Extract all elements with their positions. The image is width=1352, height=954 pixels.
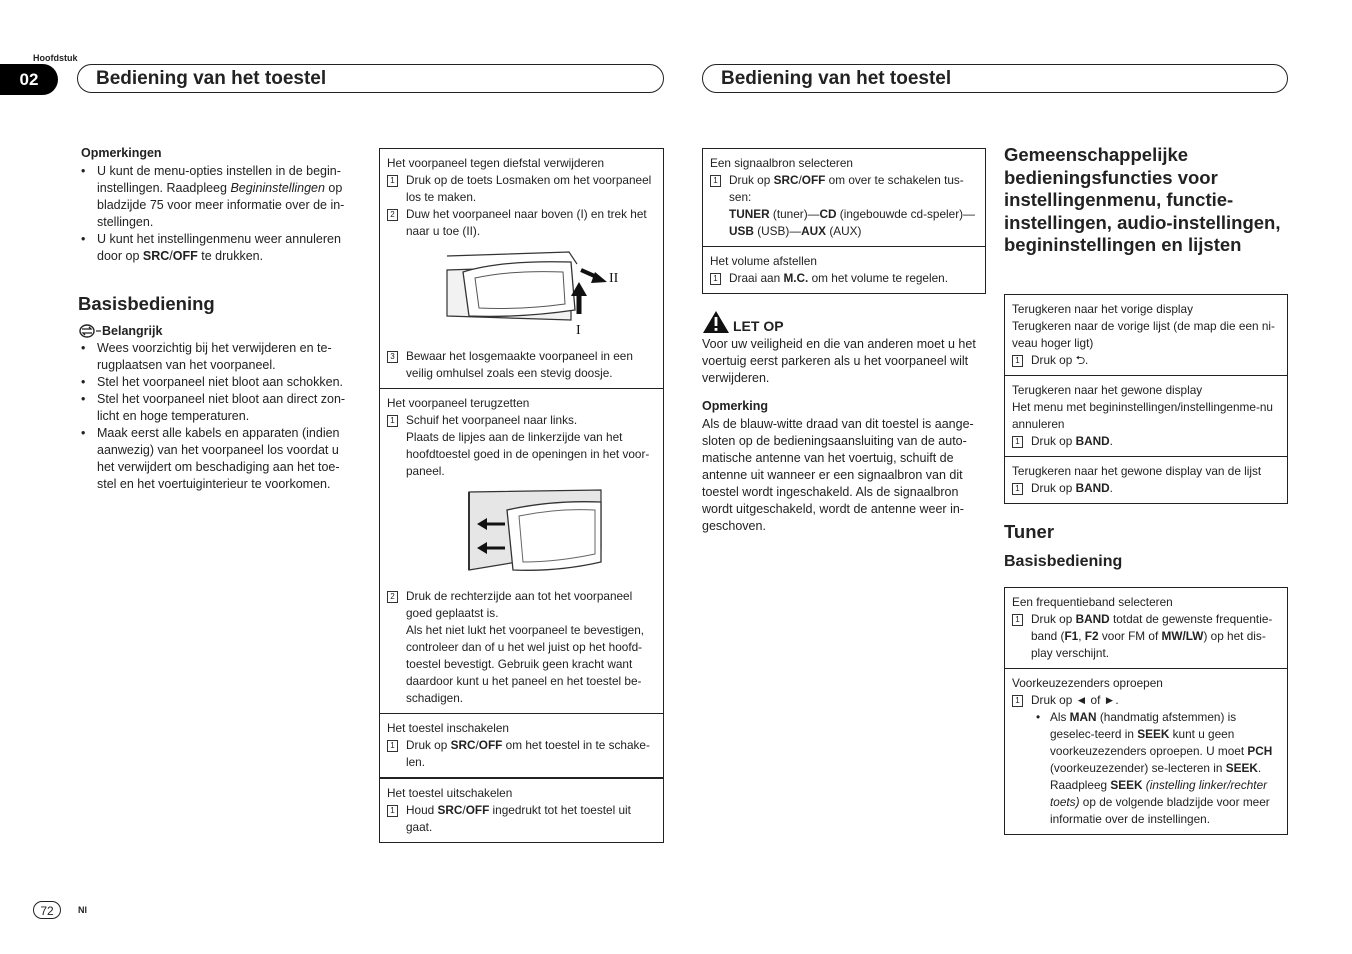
step: 1 Druk op ⮌. [1012,352,1281,369]
step: 1 Druk op ◄ of ►. [1012,692,1281,709]
important-list [78,340,358,493]
note-item: • U kunt de menu-opties instellen in de begin-instellingen. Raadpleeg Begininstellingen op bladzijde 75 voor meer informatie over de in-stellingen. [78,163,358,231]
back-icon: ⮌ [1075,353,1086,367]
section-title: Terugkeren naar het vorige display [1012,302,1193,316]
note-heading: Opmerking [702,399,768,413]
replace-panel-section [380,388,663,713]
step-detail: Plaats de lipjes aan de linkerzijde van het hoofdtoestel goed in de openingen in het voor-paneel. [406,430,650,478]
important-item: • Stel het voorpaneel niet bloot aan direct zon-licht en hoge temperaturen. [78,391,358,425]
section-title: Terugkeren naar het gewone display van de lijst [1012,464,1262,478]
volume-section [703,246,985,293]
warning-icon [702,310,730,334]
step: 1 Houd SRC/OFF ingedrukt tot het toestel uit gaat. [387,802,657,836]
chapter-label: Hoofdstuk [33,53,78,63]
section-title: Het voorpaneel tegen diefstal verwijderen [387,156,605,170]
step: 1 Druk op de toets Losmaken om het voorpaneel los te maken. [387,172,657,206]
column-1 [78,146,358,493]
remove-panel-section [380,149,663,388]
note-item: • U kunt het instellingenmenu weer annuleren door op SRC/OFF te drukken. [78,231,358,265]
return-previous-section [1005,295,1287,375]
common-operations-heading: Gemeenschappelijke bedieningsfuncties voor instellingenmenu, functie-instellingen, audio-instellingen, begininstellingen en lijsten [1004,144,1281,255]
step: 3 Bewaar het losgemaakte voorpaneel in een veilig omhulsel zoals een stevig doosje. [387,348,657,382]
section-title: Het volume afstellen [710,254,817,268]
language-code: Nl [78,905,87,915]
section-title: Voorkeuzezenders oproepen [1012,676,1163,690]
section-title: Terugkeren naar het gewone display [1012,383,1203,397]
select-band-section [1005,588,1287,668]
step: 1 Druk op BAND. [1012,480,1281,497]
step: 2 Duw het voorpaneel naar boven (I) en trek het naar u toe (II). [387,206,657,240]
section-title: Een frequentieband selecteren [1012,595,1173,609]
remove-panel-illustration [441,248,631,340]
section-title: Het toestel uitschakelen [387,786,513,800]
right-page-title: Bediening van het toestel [702,64,1288,93]
source-list: TUNER (tuner)—CD (ingebouwde cd-speler)— USB (USB)—AUX (AUX) [729,207,975,238]
basic-operation-heading: Basisbediening [78,293,215,314]
step: 1 Draai aan M.C. om het volume te regelen. [710,270,979,287]
step: 1 Druk op BAND. [1012,433,1281,450]
caution-block [702,310,986,535]
figure-label-II: II [609,271,619,286]
procedure-box-tuner [1004,587,1288,835]
important-icon [78,324,102,338]
turn-on-section [380,713,663,777]
step: 1 Druk op SRC/OFF om het toestel in te schake-len. [387,737,657,771]
section-subtitle: Terugkeren naar de vorige lijst (de map die een ni-veau hoger ligt) [1012,319,1275,350]
turn-off-section [380,777,663,842]
step: 1 Druk op SRC/OFF om over te schakelen tus-sen: [710,172,979,206]
section-subtitle: Het menu met begininstellingen/instellingenme-nu annuleren [1012,400,1273,431]
tuner-basic-heading: Basisbediening [1004,553,1123,570]
important-item: • Maak eerst alle kabels en apparaten (indien aanwezig) van het voorpaneel los voordat u het verwijdert om beschadiging aan het toe-stel en het voertuiginterieur te voorkomen. [78,425,358,493]
caution-heading: LET OP [702,310,986,334]
procedure-box-panel [379,148,664,843]
procedure-box-return [1004,294,1288,504]
step-detail: Als het niet lukt het voorpaneel te bevestigen, controleer dan of u het wel juist op het hoofd-toestel bevestigt. Gebruik geen kracht want daardoor kunt u het paneel en het toestel be-schadigen. [406,623,645,705]
page-number: 72 [33,901,61,919]
note-text: Als de blauw-witte draad van dit toestel is aange-sloten op de bedieningsaansluiting van de auto-matische antenne van het voertuig, schuift de antenne uit wanneer er een signaalbron van dit toestel wordt ingeschakeld. Als de signaalbron wordt uitgeschakeld, wordt de antenne weer in-geschoven. [702,417,974,533]
important-item: • Stel het voorpaneel niet bloot aan schokken. [78,374,358,391]
return-normal-section [1005,375,1287,456]
important-heading: Belangrijk [78,324,358,338]
notes-list [78,163,358,265]
step: 1 Schuif het voorpaneel naar links. [387,412,657,429]
section-title: Een signaalbron selecteren [710,156,853,170]
important-item: • Wees voorzichtig bij het verwijderen en te-rugplaatsen van het voorpaneel. [78,340,358,374]
figure-label-I: I [576,323,581,338]
procedure-box-source [702,148,986,294]
step-note: • Als MAN (handmatig afstemmen) is geselec-teerd in SEEK kunt u geen voorkeuzezenders oproepen. U moet PCH (voorkeuzezender) se-lecteren in SEEK. Raadpleeg SEEK (instelling linker/rechter toets) op de volgende bladzijde voor meer informatie over de instellingen. [1012,709,1281,828]
return-list-section [1005,456,1287,503]
tuner-heading: Tuner [1004,521,1055,542]
section-title: Het voorpaneel terugzetten [387,396,530,410]
left-page-title: Bediening van het toestel [77,64,664,93]
caution-text: Voor uw veiligheid en die van anderen moet u het voertuig eerst parkeren als u het voorpaneel wilt verwijderen. [702,337,976,385]
preset-section [1005,668,1287,834]
step: 2 Druk de rechterzijde aan tot het voorpaneel goed geplaatst is. [387,588,657,622]
section-title: Het toestel inschakelen [387,721,509,735]
step: 1 Druk op BAND totdat de gewenste frequentie-band (F1, F2 voor FM of MW/LW) op het dis-play verschijnt. [1012,611,1281,662]
select-source-section [703,149,985,246]
chapter-number: 02 [0,64,58,95]
replace-panel-illustration [461,488,611,580]
notes-heading: Opmerkingen [81,146,162,160]
